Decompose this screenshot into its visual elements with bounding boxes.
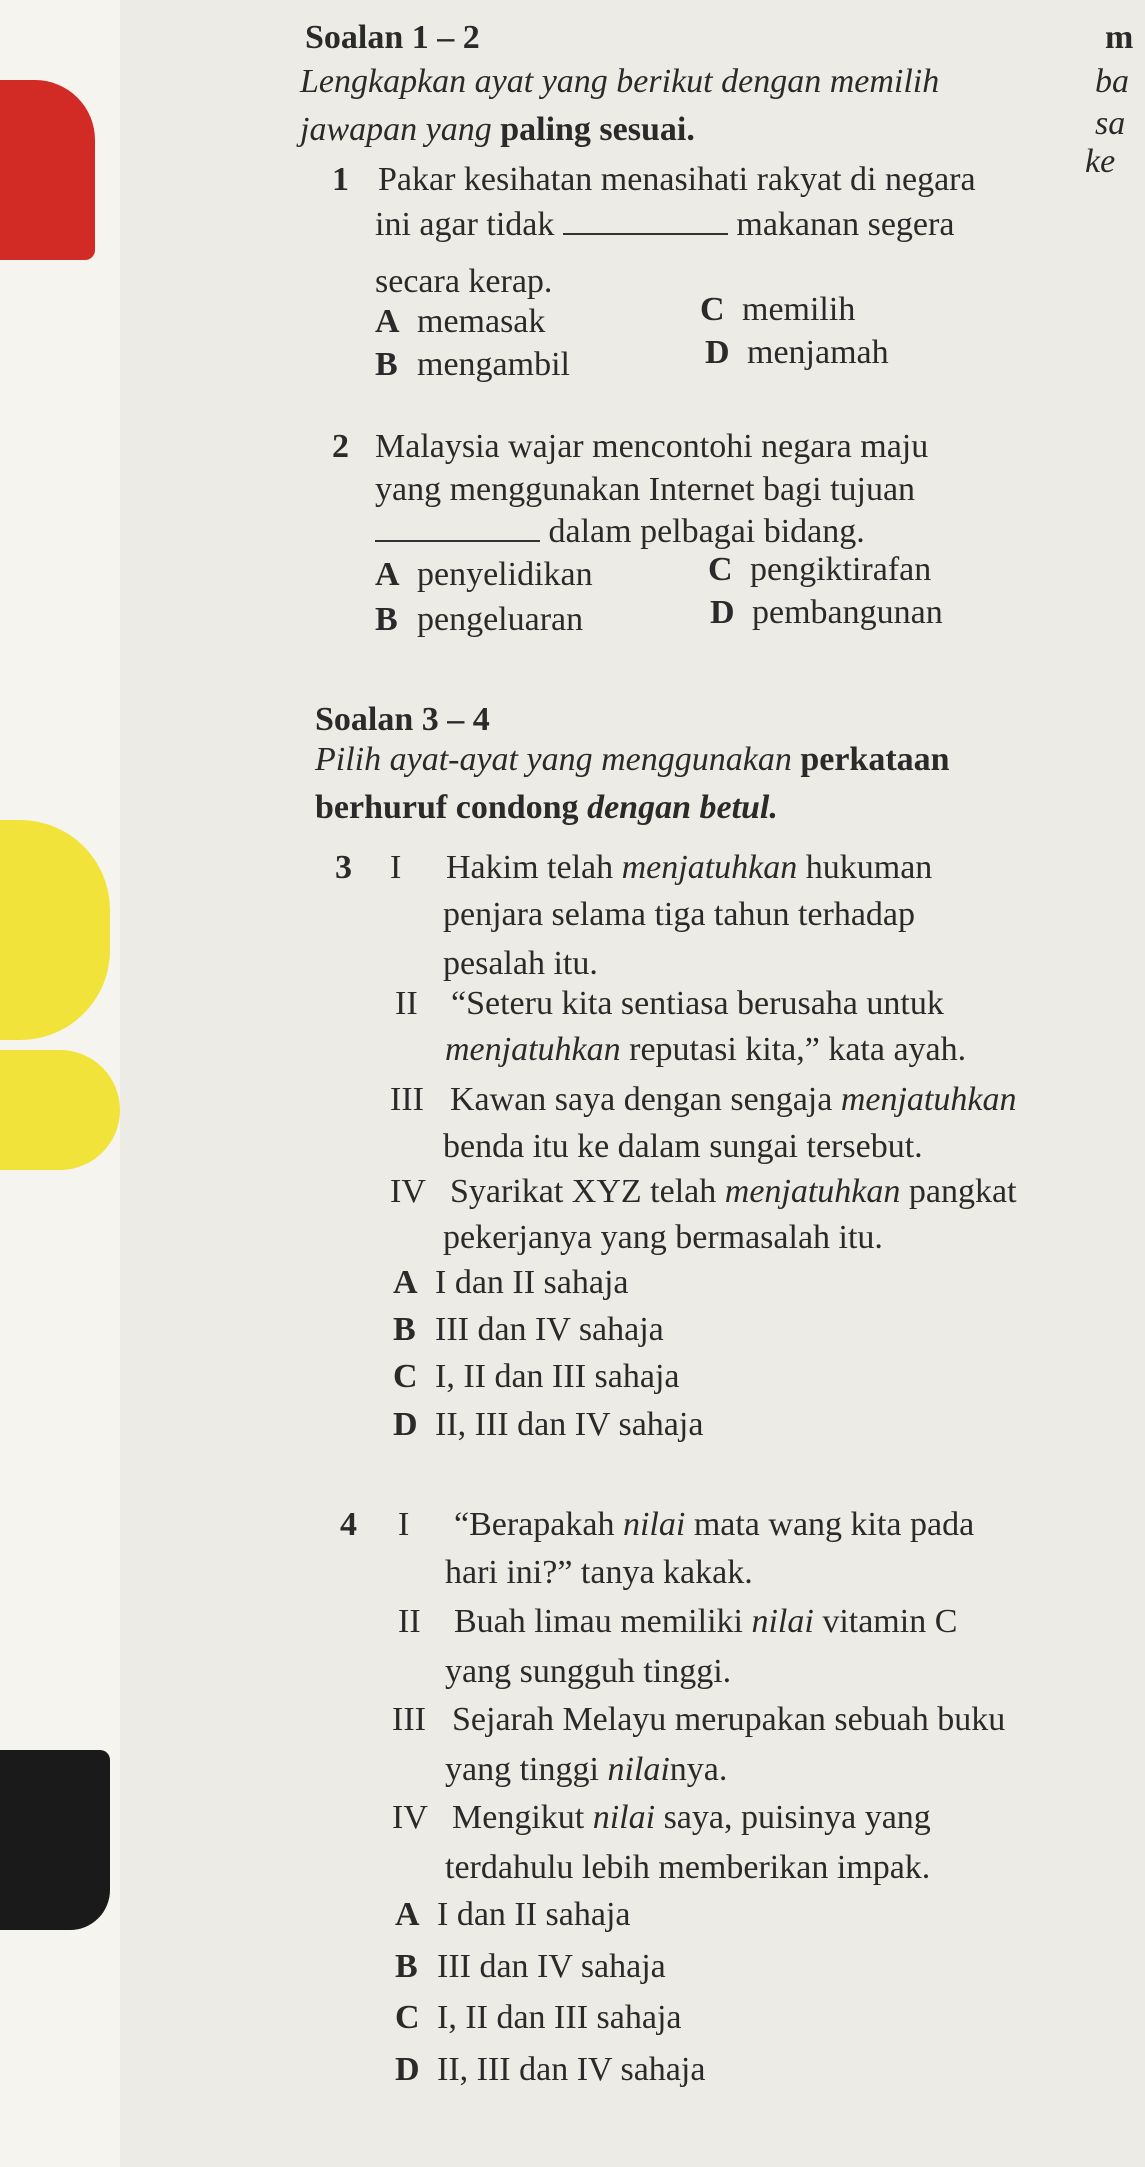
section-instruction-1b: jawapan yang paling sesuai. (300, 111, 695, 148)
statement-4-ii: II Buah limau memiliki nilai vitamin C (398, 1603, 958, 1640)
question-number-4: 4 (340, 1506, 357, 1543)
statement-4-i-line-2: hari ini?” tanya kakak. (445, 1554, 753, 1591)
statement-3-iv: IV Syarikat XYZ telah menjatuhkan pangkat (390, 1173, 1017, 1210)
option-1c[interactable]: C memilih (700, 291, 856, 328)
margin-fragment-1: m (1105, 19, 1134, 56)
option-2c[interactable]: C pengiktirafan (708, 551, 932, 588)
option-4a[interactable]: A I dan II sahaja (395, 1896, 631, 1933)
option-2d[interactable]: D pembangunan (710, 594, 943, 631)
statement-3-ii: II “Seteru kita sentiasa berusaha untuk (395, 985, 944, 1022)
red-decoration (0, 80, 95, 260)
black-decoration (0, 1750, 110, 1930)
option-2b[interactable]: B pengeluaran (375, 601, 584, 638)
option-4c[interactable]: C I, II dan III sahaja (395, 1999, 682, 2036)
statement-4-iii: III Sejarah Melayu merupakan sebuah buku (392, 1701, 1006, 1738)
section-instruction-2a: Pilih ayat-ayat yang menggunakan perkataan (315, 741, 950, 778)
option-1b[interactable]: B mengambil (375, 346, 570, 383)
option-3b[interactable]: B III dan IV sahaja (393, 1311, 664, 1348)
question-2-line-3: dalam pelbagai bidang. (375, 512, 865, 552)
statement-3-iv-line-2: pekerjanya yang bermasalah itu. (443, 1219, 883, 1256)
statement-3-iii-line-2: benda itu ke dalam sungai tersebut. (443, 1128, 923, 1165)
section-instruction-1a: Lengkapkan ayat yang berikut dengan memilih (300, 63, 940, 100)
statement-4-iii-line-2: yang tinggi nilainya. (445, 1751, 728, 1788)
statement-3-i-line-2: penjara selama tiga tahun terhadap (443, 896, 915, 933)
margin-fragment-4: ke (1085, 143, 1116, 180)
statement-3-iii: III Kawan saya dengan sengaja menjatuhkan (390, 1081, 1017, 1118)
option-2a[interactable]: A penyelidikan (375, 556, 593, 593)
answer-blank (563, 233, 728, 235)
statement-4-ii-line-2: yang sungguh tinggi. (445, 1653, 732, 1690)
statement-3-ii-line-2: menjatuhkan reputasi kita,” kata ayah. (445, 1031, 967, 1068)
option-4b[interactable]: B III dan IV sahaja (395, 1948, 666, 1985)
statement-3-i: I Hakim telah menjatuhkan hukuman (390, 849, 933, 886)
answer-blank (375, 540, 540, 542)
margin-fragment-2: ba (1095, 63, 1129, 100)
question-1-line-2: ini agar tidak makanan segera (375, 206, 955, 243)
option-3a[interactable]: A I dan II sahaja (393, 1264, 629, 1301)
option-1d[interactable]: D menjamah (705, 334, 889, 371)
question-number-3: 3 (335, 849, 352, 886)
question-number-1: 1 (332, 161, 349, 198)
statement-3-i-line-3: pesalah itu. (443, 945, 598, 982)
section-title-1: Soalan 1 – 2 (305, 19, 480, 56)
question-2-line-1: Malaysia wajar mencontohi negara maju (375, 428, 929, 465)
yellow-decoration-bottom (0, 1050, 120, 1170)
option-3c[interactable]: C I, II dan III sahaja (393, 1358, 680, 1395)
option-1a[interactable]: A memasak (375, 303, 546, 340)
statement-4-iv-line-2: terdahulu lebih memberikan impak. (445, 1849, 931, 1886)
question-1-line-1: Pakar kesihatan menasihati rakyat di negara (378, 161, 976, 198)
margin-fragment-3: sa (1095, 105, 1126, 142)
question-2-line-2: yang menggunakan Internet bagi tujuan (375, 471, 916, 508)
option-3d[interactable]: D II, III dan IV sahaja (393, 1406, 704, 1443)
question-1-line-3: secara kerap. (375, 263, 553, 300)
option-4d[interactable]: D II, III dan IV sahaja (395, 2051, 706, 2088)
statement-4-i: I “Berapakah nilai mata wang kita pada (398, 1506, 975, 1543)
section-title-2: Soalan 3 – 4 (315, 701, 490, 738)
section-instruction-2b: berhuruf condong dengan betul. (315, 789, 778, 826)
statement-4-iv: IV Mengikut nilai saya, puisinya yang (392, 1799, 931, 1836)
question-number-2: 2 (332, 428, 349, 465)
